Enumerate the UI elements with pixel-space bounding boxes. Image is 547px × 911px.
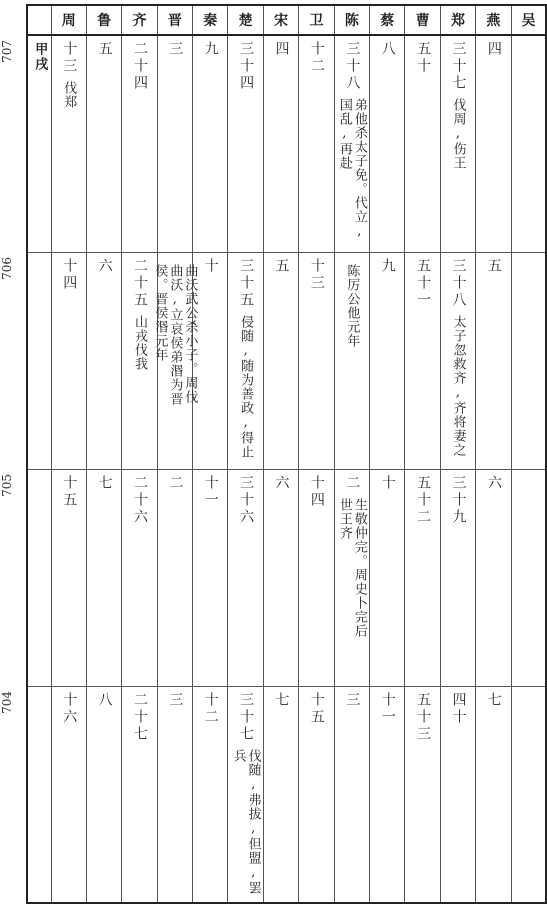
reign-year-number: 二十五 <box>131 257 148 309</box>
cell-content <box>512 687 546 698</box>
reign-year-number: 十二 <box>308 41 325 75</box>
header-state: 郑 <box>440 5 475 35</box>
ganzhi-text: 甲戌 <box>32 42 48 72</box>
reign-year-number: 七 <box>485 691 502 709</box>
cell-content <box>335 36 369 245</box>
cell-content <box>441 253 475 457</box>
state-cell <box>228 252 263 469</box>
header-state: 秦 <box>193 5 228 35</box>
header-state: 宋 <box>263 5 298 35</box>
cell-content <box>299 470 333 515</box>
reign-year-number: 十 <box>202 257 219 275</box>
header-state: 楚 <box>228 5 263 35</box>
cell-content <box>299 687 333 732</box>
event-note: 山戎伐我 <box>131 314 147 371</box>
event-note: 太子忽救齐,齐将妻之 <box>450 314 466 457</box>
cell-content <box>87 687 121 715</box>
reign-year-number: 五 <box>485 257 502 275</box>
year-label: 704 <box>0 691 14 714</box>
reign-year-number: 十四 <box>61 257 78 292</box>
state-cell <box>299 469 334 686</box>
reign-year-number: 十三 <box>61 41 78 75</box>
header-state: 晋 <box>157 5 192 35</box>
header-state: 陈 <box>334 5 369 35</box>
cell-content <box>122 36 156 98</box>
reign-year-number: 四 <box>485 41 502 58</box>
cell-content <box>264 253 298 281</box>
state-cell <box>51 686 86 903</box>
reign-year-number: 二 <box>167 474 184 492</box>
cell-content <box>335 470 369 645</box>
cell-content <box>52 470 86 515</box>
year-row <box>27 686 546 903</box>
reign-year-number: 六 <box>96 257 113 275</box>
reign-year-number: 七 <box>273 691 290 709</box>
year-label: 705 <box>0 474 14 497</box>
cell-content <box>158 36 192 64</box>
year-label: 707 <box>0 40 14 63</box>
cell-content <box>441 470 475 532</box>
state-cell <box>263 252 298 469</box>
header-ganzhi <box>27 5 51 35</box>
state-cell <box>476 686 511 903</box>
ganzhi-cell <box>27 35 51 252</box>
reign-year-number: 十一 <box>379 691 396 726</box>
reign-year-number: 二十六 <box>131 474 148 526</box>
state-cell <box>193 252 228 469</box>
state-cell <box>370 35 405 252</box>
header-state: 齐 <box>122 5 157 35</box>
cell-content <box>52 36 86 109</box>
state-cell <box>511 252 546 469</box>
reign-year-number: 三十六 <box>238 474 255 526</box>
cell-content <box>152 253 198 411</box>
reign-year-number: 六 <box>273 474 290 492</box>
reign-year-number: 十一 <box>202 474 219 509</box>
state-cell <box>193 686 228 903</box>
reign-year-number: 八 <box>379 41 396 58</box>
reign-year-number: 五十三 <box>415 691 432 743</box>
cell-content <box>441 687 475 732</box>
cell-content <box>264 36 298 64</box>
cell-content <box>87 36 121 64</box>
event-note: 曲沃武公杀小子。周伐曲沃,立哀侯弟湣为晋侯。晋侯湣元年 <box>152 263 198 406</box>
cell-content <box>476 253 510 281</box>
state-cell <box>157 35 192 252</box>
reign-year-number: 三十八 <box>450 257 467 309</box>
cell-content <box>158 687 192 715</box>
year-row <box>27 469 546 686</box>
header-state: 鲁 <box>86 5 121 35</box>
event-note: 侵随,随为善政,得止 <box>238 314 254 459</box>
state-cell <box>193 469 228 686</box>
state-cell <box>86 469 121 686</box>
cell-content <box>512 36 546 47</box>
state-cell <box>86 35 121 252</box>
cell-content <box>52 687 86 732</box>
reign-year-number: 十四 <box>308 474 325 509</box>
cell-content <box>87 253 121 281</box>
event-note: 陈厉公他元年 <box>344 263 360 348</box>
event-note: 伐周,伤王 <box>450 98 466 170</box>
reign-year-number: 十六 <box>61 691 78 726</box>
reign-year-number: 三 <box>167 41 184 58</box>
state-cell <box>334 35 369 252</box>
state-cell <box>157 469 192 686</box>
cell-content <box>299 36 333 81</box>
reign-year-number: 六 <box>485 474 502 492</box>
event-note: 弟他杀太子免。代立,国乱,再赴 <box>336 98 367 240</box>
cell-content <box>228 253 262 459</box>
reign-year-number: 三十七 <box>450 41 467 92</box>
cell-content <box>405 687 439 749</box>
state-cell <box>440 469 475 686</box>
reign-year-number: 三十八 <box>344 41 361 92</box>
cell-content <box>476 36 510 64</box>
chronology-table <box>26 4 547 904</box>
state-cell <box>370 469 405 686</box>
table-body <box>27 35 546 903</box>
cell-content <box>193 470 227 515</box>
event-note: 伐郑 <box>61 81 77 109</box>
header-state: 燕 <box>476 5 511 35</box>
state-cell <box>334 686 369 903</box>
state-cell <box>440 35 475 252</box>
state-cell <box>299 686 334 903</box>
state-cell <box>51 252 86 469</box>
cell-content <box>405 470 439 532</box>
state-cell <box>228 686 263 903</box>
state-cell <box>152 252 198 469</box>
state-cell <box>405 469 440 686</box>
cell-content <box>52 253 86 298</box>
cell-content <box>441 36 475 170</box>
reign-year-number: 十五 <box>308 691 325 726</box>
state-cell <box>405 35 440 252</box>
reign-year-number: 三十七 <box>238 691 255 743</box>
reign-year-number: 二 <box>344 474 361 492</box>
cell-content <box>476 470 510 498</box>
cell-content <box>264 687 298 715</box>
reign-year-number: 十三 <box>308 257 325 292</box>
state-cell <box>86 686 121 903</box>
reign-year-number: 二十七 <box>131 691 148 743</box>
state-cell <box>263 469 298 686</box>
state-cell <box>511 686 546 903</box>
header-state: 周 <box>51 5 86 35</box>
state-cell <box>334 469 369 686</box>
cell-content <box>370 253 404 281</box>
state-cell <box>122 35 157 252</box>
reign-year-number: 五 <box>273 257 290 275</box>
ganzhi-cell <box>27 686 51 903</box>
year-row <box>27 35 546 252</box>
state-cell <box>476 252 511 469</box>
header-state: 曹 <box>405 5 440 35</box>
state-cell <box>476 469 511 686</box>
header-state: 蔡 <box>370 5 405 35</box>
state-cell <box>299 35 334 252</box>
reign-year-number: 九 <box>379 257 396 275</box>
reign-year-number: 五十 <box>415 41 432 75</box>
cell-content <box>228 36 262 98</box>
cell-content <box>158 470 192 498</box>
cell-content <box>228 470 262 532</box>
cell-content <box>122 470 156 532</box>
cell-content <box>335 253 369 348</box>
state-cell <box>440 686 475 903</box>
state-cell <box>511 35 546 252</box>
reign-year-number: 十二 <box>202 691 219 726</box>
state-cell <box>405 686 440 903</box>
cell-content <box>193 253 227 281</box>
reign-year-number: 三十五 <box>238 257 255 309</box>
reign-year-number: 四 <box>273 41 290 58</box>
state-cell <box>228 35 263 252</box>
reign-year-number: 五十一 <box>415 257 432 309</box>
event-note: 生敬仲完。周史卜完后世王齐 <box>336 497 367 638</box>
reign-year-number: 五十二 <box>415 474 432 526</box>
state-cell <box>228 469 263 686</box>
header-state: 吴 <box>511 5 546 35</box>
state-cell <box>263 35 298 252</box>
year-row <box>27 252 546 469</box>
year-label: 706 <box>0 257 14 280</box>
cell-content <box>193 687 227 732</box>
reign-year-number: 三 <box>167 691 184 709</box>
cell-content <box>122 687 156 749</box>
reign-year-number: 三 <box>344 691 361 709</box>
reign-year-number: 五 <box>96 41 113 58</box>
cell-content <box>370 687 404 732</box>
cell-content <box>512 253 546 264</box>
state-cell <box>476 35 511 252</box>
reign-year-number: 三十九 <box>450 474 467 526</box>
reign-year-number: 七 <box>96 474 113 492</box>
cell-content <box>370 470 404 498</box>
state-cell <box>86 252 121 469</box>
state-cell <box>193 35 228 252</box>
header-state: 卫 <box>299 5 334 35</box>
cell-content <box>476 687 510 715</box>
state-cell <box>122 469 157 686</box>
state-cell <box>51 35 86 252</box>
state-cell <box>370 686 405 903</box>
state-cell <box>405 252 440 469</box>
cell-content <box>264 470 298 498</box>
cell-content <box>193 36 227 64</box>
reign-year-number: 八 <box>96 691 113 709</box>
reign-year-number: 三十四 <box>238 41 255 92</box>
cell-content <box>370 36 404 64</box>
cell-content <box>335 687 369 715</box>
cell-content <box>228 687 262 896</box>
reign-year-number: 四十 <box>450 691 467 726</box>
state-cell <box>299 252 334 469</box>
cell-content <box>87 470 121 498</box>
cell-content <box>405 253 439 315</box>
state-cell <box>157 686 192 903</box>
reign-year-number: 十 <box>379 474 396 492</box>
cell-content <box>512 470 546 481</box>
state-cell <box>511 469 546 686</box>
state-cell <box>51 469 86 686</box>
state-cell <box>440 252 475 469</box>
reign-year-number: 九 <box>202 41 219 58</box>
ganzhi-cell <box>27 469 51 686</box>
ganzhi-cell <box>27 252 51 469</box>
cell-content <box>405 36 439 81</box>
state-cell <box>334 252 369 469</box>
reign-year-number: 十五 <box>61 474 78 509</box>
state-cell <box>263 686 298 903</box>
reign-year-number: 二十四 <box>131 41 148 92</box>
state-cell <box>370 252 405 469</box>
header-row <box>27 5 546 35</box>
state-cell <box>122 686 157 903</box>
event-note: 伐随,弗拔,但盟,罢兵 <box>230 748 261 895</box>
cell-content <box>299 253 333 298</box>
